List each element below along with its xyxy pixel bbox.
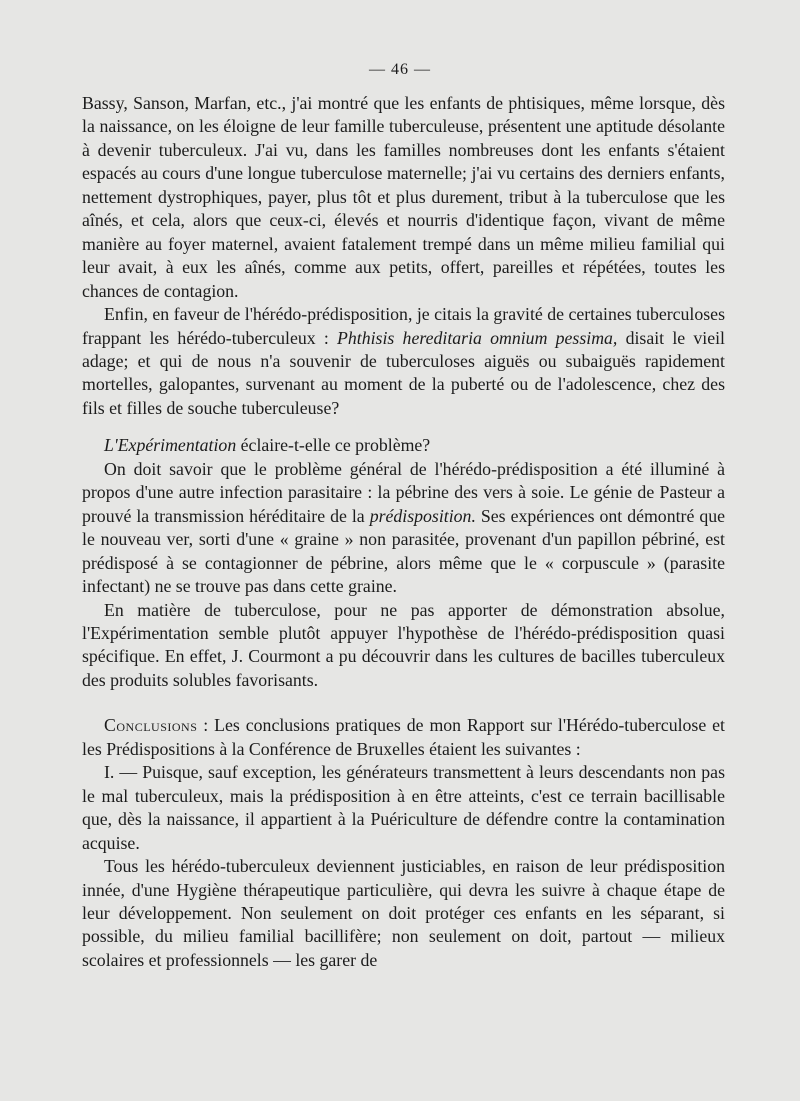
paragraph-conclusions bbox=[82, 714, 725, 761]
paragraph-continuation: Bassy, Sanson, Marfan, etc., j'ai montré que les enfants de phtisiques, même lorsque, dès la naissance, on les éloigne de leur famille tuberculeuse, présentent une aptitude désolante à devenir tuberculeux. J'ai vu, dans les familles nombreuses dont les enfants s'étaient espacés au cours d'une longue tuberculose maternelle; j'ai vu certains des derniers enfants, nettement dystrophiques, payer, plus tôt et plus durement, tribut à la tuberculose que les aînés, et cela, alors que ceux-ci, élevés et nourris d'identique façon, vivant de même manière au foyer maternel, avaient fatalement trempé dans un même milieu familial qui leur avait, à eux les aînés, comme aux petits, offert, pareilles et répétées, toutes les chances de contagion. bbox=[82, 93, 725, 301]
heading-italic: L'Expérimentation bbox=[104, 435, 237, 456]
paragraph-text: : Les conclusions pratiques de mon Rapport sur l'Hérédo-tuberculose et les Prédispositions à la Conférence de Bruxelles étaient les suivantes : bbox=[82, 715, 725, 759]
page-number: — 46 — bbox=[369, 61, 431, 78]
paragraph-hygiene: Tous les hérédo-tuberculeux deviennent justiciables, en raison de leur prédisposition innée, d'une Hygiène thérapeutique particulière, qui devra les suivre à chaque étape de leur développement. Non seulement on doit protéger ces enfants en les séparant, si possible, du milieu familial bacillifère; non seulement on doit, partout — milieux scolaires et professionnels — les garer de bbox=[82, 856, 725, 970]
paragraph-text: Enfin, en faveur de l'hérédo-prédisposition, je citais la gravité de certaines tuberculoses frappant les hérédo-tuberculeux : bbox=[82, 304, 725, 348]
heading-rest: éclaire-t-elle ce problème? bbox=[236, 435, 431, 456]
paragraph-text: disait le vieil adage; et qui de nous n'a souvenir de tuberculoses aiguës ou subaiguës rapidement mortelles, galopantes, survenant au moment de la puberté ou de l'adolescence, chez des fils et filles de souche tuberculeuse? bbox=[82, 327, 725, 418]
paragraph-experimentation: En matière de tuberculose, pour ne pas apporter de démonstration absolue, l'Expérimentation semble plutôt appuyer l'hypothèse de l'hérédo-prédisposition quasi spécifique. En effet, J. Courmont a pu découvrir dans les cultures de bacilles tuberculeux des produits solubles favorisants. bbox=[82, 599, 725, 690]
conclusions-label: Conclusions bbox=[104, 715, 198, 736]
paragraph-text: Ses expériences ont démontré que le nouveau ver, sorti d'une « graine » non parasitée, provenant d'un papillon pébriné, est prédisposé à se contagionner de pébrine, alors même que le « corpuscule » (parasite infectant) ne se trouve pas dans cette graine. bbox=[82, 505, 726, 597]
paragraph-heredo-predisposition bbox=[82, 303, 725, 420]
paragraph-pebrine bbox=[82, 458, 725, 599]
body-text bbox=[82, 92, 725, 972]
paragraph-conclusion-one: I. — Puisque, sauf exception, les générateurs transmettent à leurs descendants non pas le mal tuberculeux, mais la prédisposition à en être atteints, c'est ce terrain bacillisable que, dès la naissance, il appartient à la Puériculture de défendre contre la contamination acquise. bbox=[82, 762, 725, 853]
paragraph-text: On doit savoir que le problème général de l'hérédo-prédisposition a été illuminé à propos d'une autre infection parasitaire : la pébrine des vers à soie. Le génie de Pasteur a prouvé la transmission héréditaire de la bbox=[82, 458, 725, 526]
section-heading-experimentation bbox=[82, 434, 725, 457]
latin-quote: Phthisis hereditaria omnium pessima, bbox=[337, 327, 618, 348]
italic-term: prédisposition. bbox=[369, 505, 476, 526]
